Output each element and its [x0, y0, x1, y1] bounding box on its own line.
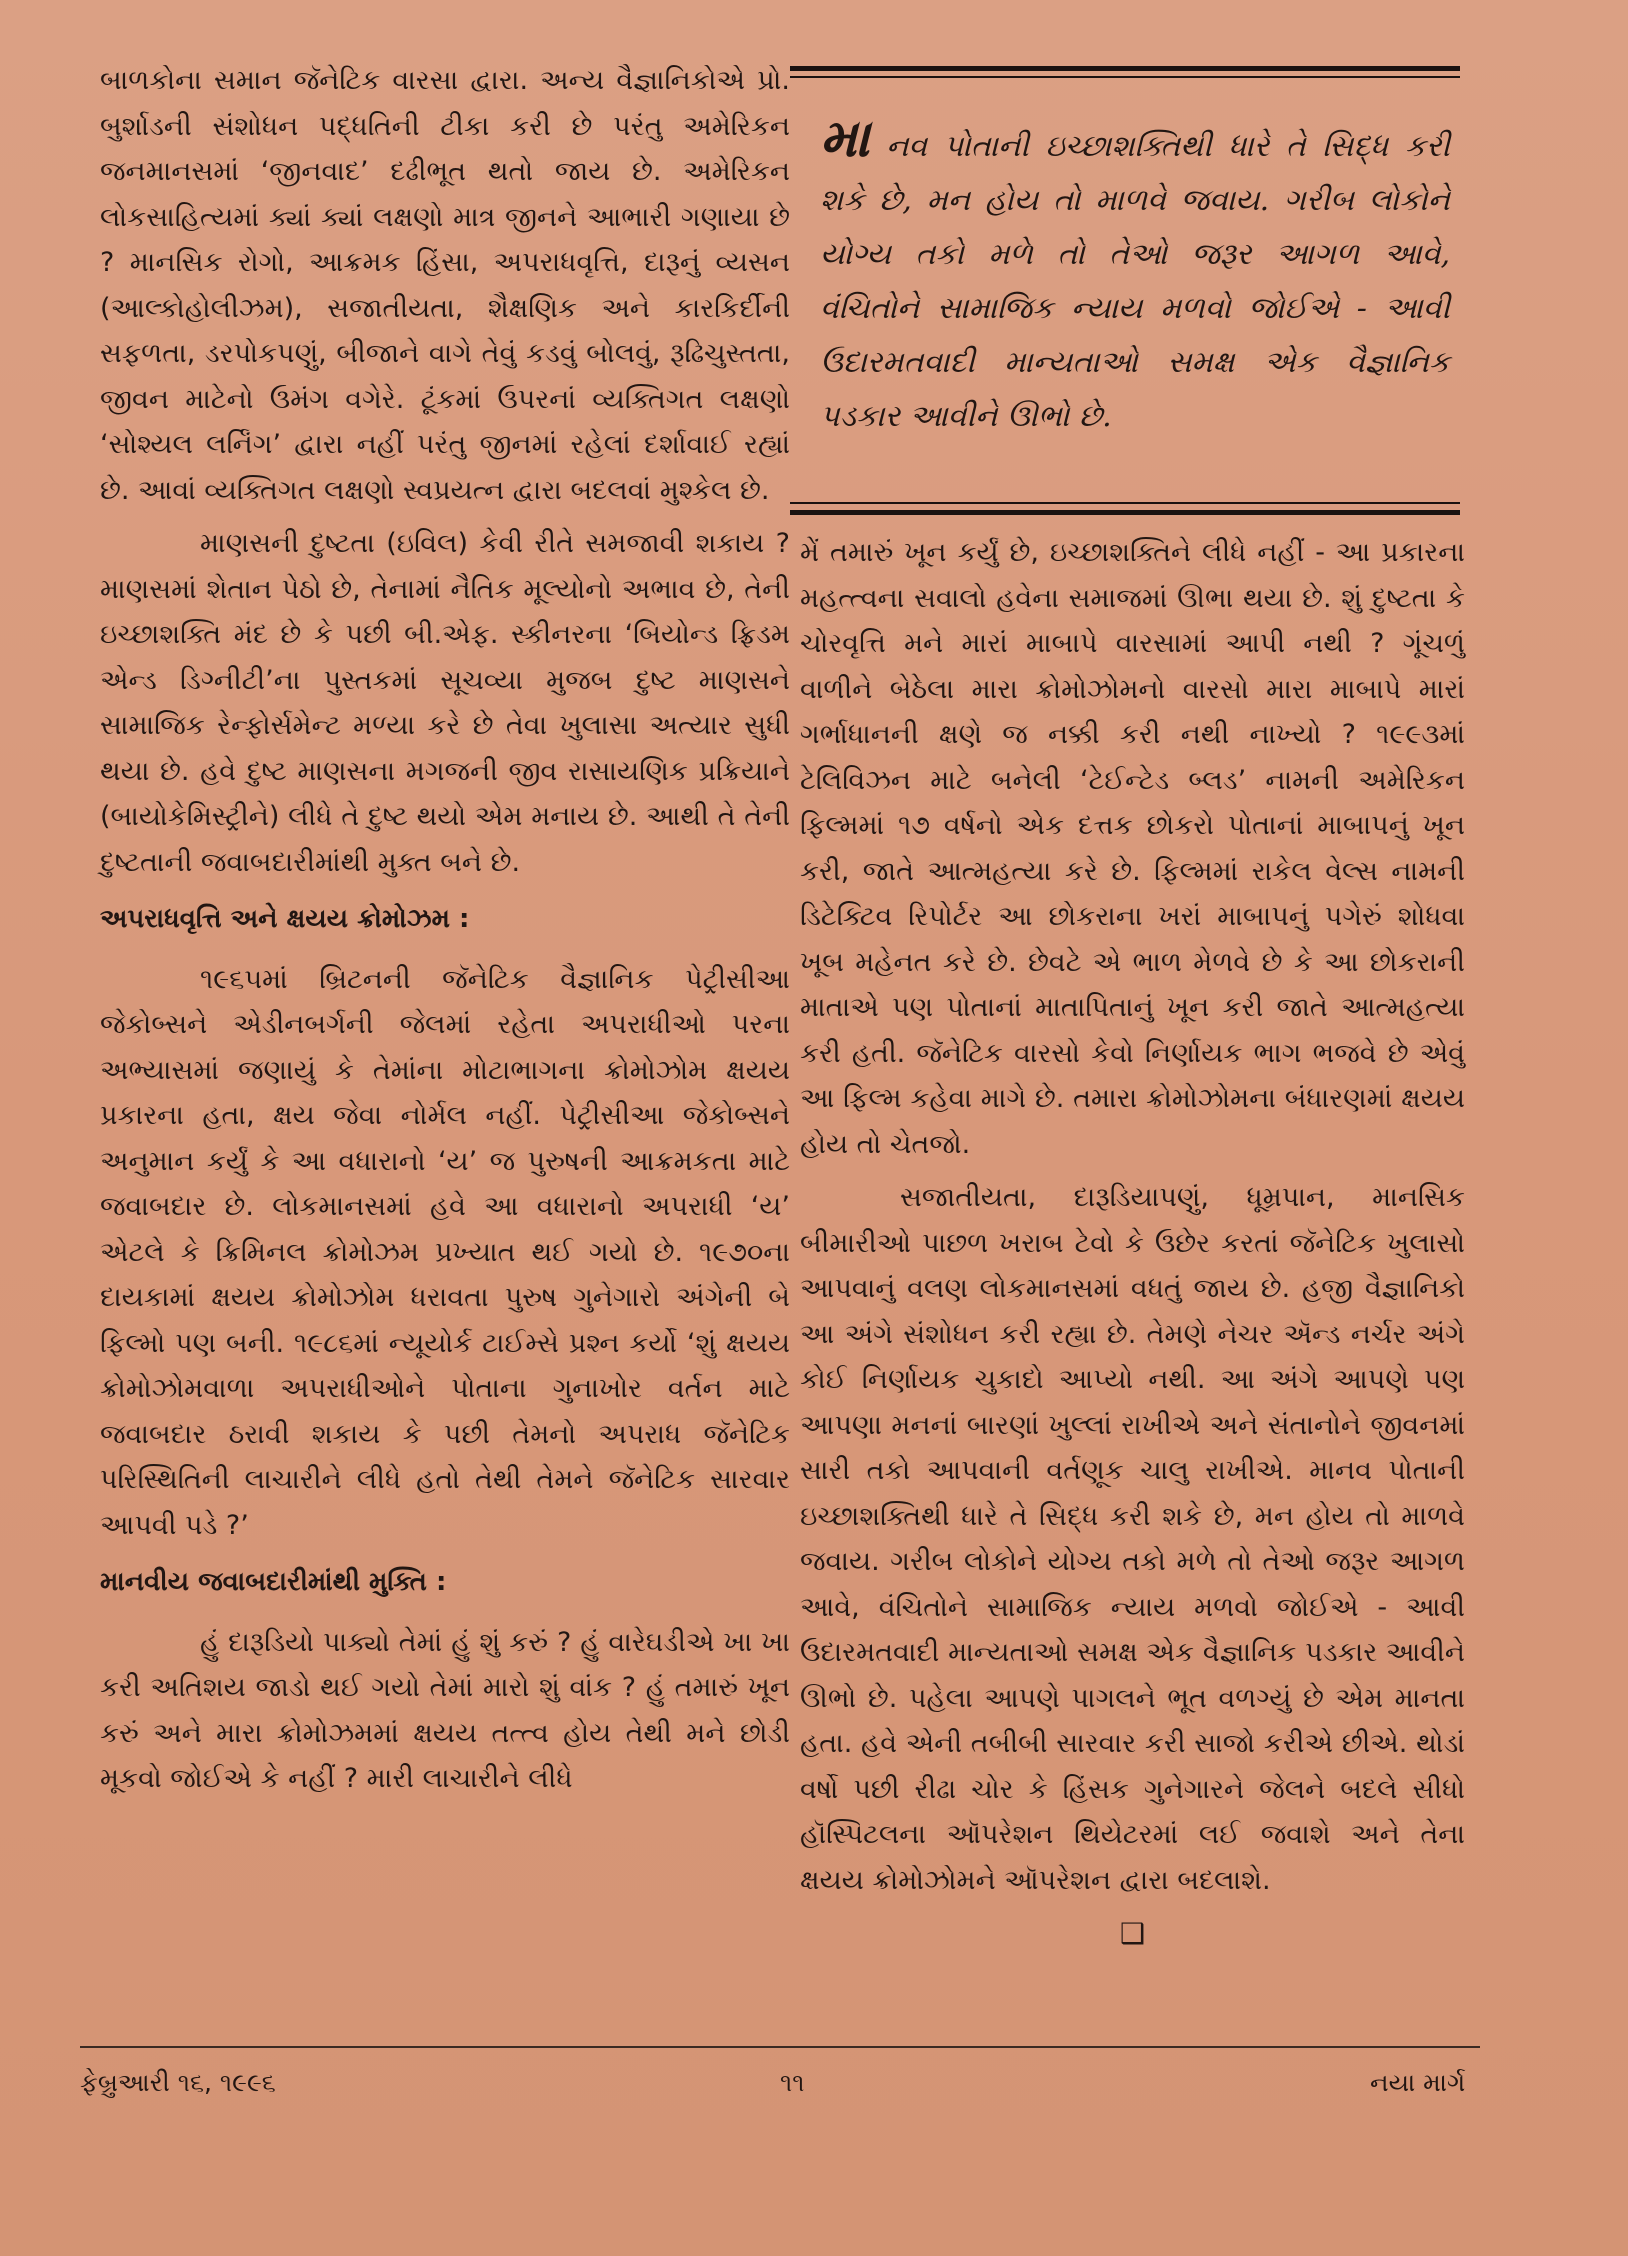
footer-divider — [80, 2046, 1480, 2048]
section-heading: અપરાધવૃત્તિ અને ક્ષયય ક્રોમોઝમ : — [100, 904, 470, 934]
divider — [790, 76, 1460, 78]
footer-date: ફેબ્રુઆરી ૧૬, ૧૯૯૬ — [80, 2068, 276, 2097]
page-number: ૧૧ — [780, 2068, 805, 2097]
divider — [790, 510, 1460, 515]
pull-quote — [790, 62, 1480, 520]
paragraph: મેં તમારું ખૂન કર્યું છે, ઇચ્છાશક્તિને લીધે નહીં - આ પ્રકારના મહત્ત્વના સવાલો હવેના સમાજમાં ઊભા થયા છે. શું દુષ્ટતા કે ચોરવૃત્તિ મને મારાં માબાપે વારસામાં આપી નથી ? ગૂંચળું વાળીને બેઠેલા મારા ક્રોમોઝોમનો વારસો મારા માબાપે મારાં ગર્ભાધાનની ક્ષણે જ નક્કી કરી નથી નાખ્યો ? ૧૯૯૩માં ટેલિવિઝન માટે બનેલી ‘ટેઈન્ટેડ બ્લડ’ નામની અમેરિકન ફિલ્મમાં ૧૭ વર્ષનો એક દત્તક છોકરો પોતાનાં માબાપનું ખૂન કરી, જાતે આત્મહત્યા કરે છે. ફિલ્મમાં રાકેલ વેલ્સ નામની ડિટેક્ટિવ રિપોર્ટર આ છોકરાના ખરાં માબાપનું પગેરું શોધવા ખૂબ મહેનત કરે છે. છેવટે એ ભાળ મેળવે છે કે આ છોકરાની માતાએ પણ પોતાનાં માતાપિતાનું ખૂન કરી જાતે આત્મહત્યા કરી હતી. જૅનેટિક વારસો કેવો નિર્ણાયક ભાગ ભજવે છે એવું આ ફિલ્મ કહેવા માગે છે. તમારા ક્રોમોઝોમના બંધારણમાં ક્ષયય હોય તો ચેતજો. — [800, 537, 1465, 1160]
section-heading: માનવીય જવાબદારીમાંથી મુક્તિ : — [100, 1567, 447, 1597]
paragraph: ૧૯૬૫માં બ્રિટનની જૅનેટિક વૈજ્ઞાનિક પેટ્રીસીઆ જેકોબ્સને એડીનબર્ગની જેલમાં રહેતા અપરાધીઓ પરના અભ્યાસમાં જણાયું કે તેમાંના મોટાભાગના ક્રોમોઝોમ ક્ષયય પ્રકારના હતા, ક્ષય જેવા નોર્મલ નહીં. પેટ્રીસીઆ જેકોબ્સને અનુમાન કર્યું કે આ વધારાનો ‘ય’ જ પુરુષની આક્રમકતા માટે જવાબદાર છે. લોકમાનસમાં હવે આ વધારાનો અપરાધી ‘ય’ એટલે કે ક્રિમિનલ ક્રોમોઝમ પ્રખ્યાત થઈ ગયો છે. ૧૯૭૦ના દાયકામાં ક્ષયય ક્રોમોઝોમ ધરાવતા પુરુષ ગુનેગારો અંગેની બે ફિલ્મો પણ બની. ૧૯૮૬માં ન્યૂયોર્ક ટાઈમ્સે પ્રશ્ન કર્યો ‘શું ક્ષયય ક્રોમોઝોમવાળા અપરાધીઓને પોતાના ગુનાખોર વર્તન માટે જવાબદાર ઠરાવી શકાય કે પછી તેમનો અપરાધ જૅનેટિક પરિસ્થિતિની લાચારીને લીધે હતો તેથી તેમને જૅનેટિક સારવાર આપવી પડે ?’ — [100, 963, 790, 1541]
divider — [790, 502, 1460, 504]
publication-name: નયા માર્ગ — [1370, 2068, 1466, 2097]
drop-cap: મા — [820, 108, 870, 169]
pull-quote-body: નવ પોતાની ઇચ્છાશક્તિથી ધારે તે સિદ્ધ કરી શકે છે, મન હોય તો માળવે જવાય. ગરીબ લોકોને યોગ્ય તકો મળે તો તેઓ જરૂર આગળ આવે, વંચિતોને સામાજિક ન્યાય મળવો જોઈએ - આવી ઉદારમતવાદી માન્યતાઓ સમક્ષ એક વૈજ્ઞાનિક પડકાર આવીને ઊભો છે. — [820, 129, 1450, 434]
left-column — [100, 58, 790, 1810]
paragraph: બાળકોના સમાન જૅનેટિક વારસા દ્વારા. અન્ય વૈજ્ઞાનિકોએ પ્રો. બુર્શાડની સંશોધન પદ્ધતિની ટીકા કરી છે પરંતુ અમેરિકન જનમાનસમાં ‘જીનવાદ’ દઢીભૂત થતો જાય છે. અમેરિકન લોકસાહિત્યમાં ક્યાં ક્યાં લક્ષણો માત્ર જીનને આભારી ગણાયા છે ? માનસિક રોગો, આક્રમક હિંસા, અપરાધવૃત્તિ, દારૂનું વ્યસન (આલ્કોહોલીઝમ), સજાતીયતા, શૈક્ષણિક અને કારકિર્દીની સફળતા, ડરપોકપણું, બીજાને વાગે તેવું કડવું બોલવું, રૂઢિચુસ્તતા, જીવન માટેનો ઉમંગ વગેરે. ટૂંકમાં ઉપરનાં વ્યક્તિગત લક્ષણો ‘સોશ્યલ લર્નિંગ’ દ્વારા નહીં પરંતુ જીનમાં રહેલાં દર્શાવાઈ રહ્યાં છે. આવાં વ્યક્તિગત લક્ષણો સ્વપ્રયત્ન દ્વારા બદલવાં મુશ્કેલ છે. — [100, 65, 790, 506]
paragraph: હું દારૂડિયો પાક્યો તેમાં હું શું કરું ? હું વારેઘડીએ ખા ખા કરી અતિશય જાડો થઈ ગયો તેમાં મારો શું વાંક ? હું તમારું ખૂન કરું અને મારા ક્રોમોઝમમાં ક્ષયય તત્ત્વ હોય તેથી મને છોડી મૂકવો જોઈએ કે નહીં ? મારી લાચારીને લીધે — [100, 1626, 790, 1794]
paragraph: સજાતીયતા, દારૂડિયાપણું, ધૂમ્રપાન, માનસિક બીમારીઓ પાછળ ખરાબ ટેવો કે ઉછેર કરતાં જૅનેટિક ખુલાસો આપવાનું વલણ લોકમાનસમાં વધતું જાય છે. હજી વૈજ્ઞાનિકો આ અંગે સંશોધન કરી રહ્યા છે. તેમણે નેચર ઍન્ડ નર્ચર અંગે કોઈ નિર્ણાયક ચુકાદો આપ્યો નથી. આ અંગે આપણે પણ આપણા મનનાં બારણાં ખુલ્લાં રાખીએ અને સંતાનોને જીવનમાં સારી તકો આપવાની વર્તણૂક ચાલુ રાખીએ. માનવ પોતાની ઇચ્છાશક્તિથી ધારે તે સિદ્ધ કરી શકે છે, મન હોય તો માળવે જવાય. ગરીબ લોકોને યોગ્ય તકો મળે તો તેઓ જરૂર આગળ આવે, વંચિતોને સામાજિક ન્યાય મળવો જોઈએ - આવી ઉદારમતવાદી માન્યતાઓ સમક્ષ એક વૈજ્ઞાનિક પડકાર આવીને ઊભો છે. પહેલા આપણે પાગલને ભૂત વળગ્યું છે એમ માનતા હતા. હવે એની તબીબી સારવાર કરી સાજો કરીએ છીએ. થોડાં વર્ષો પછી રીઢા ચોર કે હિંસક ગુનેગારને જેલને બદલે સીધો હૉસ્પિટલના ઑપરેશન થિયેટરમાં લઈ જવાશે અને તેના ક્ષયય ક્રોમોઝોમને ઑપરેશન દ્વારા બદલાશે. — [800, 1182, 1465, 1896]
paragraph: માણસની દુષ્ટતા (ઇવિલ) કેવી રીતે સમજાવી શકાય ? માણસમાં શેતાન પેઠો છે, તેનામાં નૈતિક મૂલ્યોનો અભાવ છે, તેની ઇચ્છાશક્તિ મંદ છે કે પછી બી.એફ. સ્કીનરના ‘બિયોન્ડ ફ્રિડમ એન્ડ ડિગ્નીટી’ના પુસ્તકમાં સૂચવ્યા મુજબ દુષ્ટ માણસને સામાજિક રેન્ફોર્સમેન્ટ મળ્યા કરે છે તેવા ખુલાસા અત્યાર સુધી થયા છે. હવે દુષ્ટ માણસના મગજની જીવ રાસાયણિક પ્રક્રિયાને (બાયોકેમિસ્ટ્રીને) લીધે તે દુષ્ટ થયો એમ મનાય છે. આથી તે તેની દુષ્ટતાની જવાબદારીમાંથી મુક્ત બને છે. — [100, 528, 790, 878]
end-mark-icon: ❑ — [1119, 1917, 1146, 1950]
pull-quote-text — [820, 108, 1450, 444]
right-column — [800, 530, 1465, 1965]
divider — [790, 66, 1460, 71]
